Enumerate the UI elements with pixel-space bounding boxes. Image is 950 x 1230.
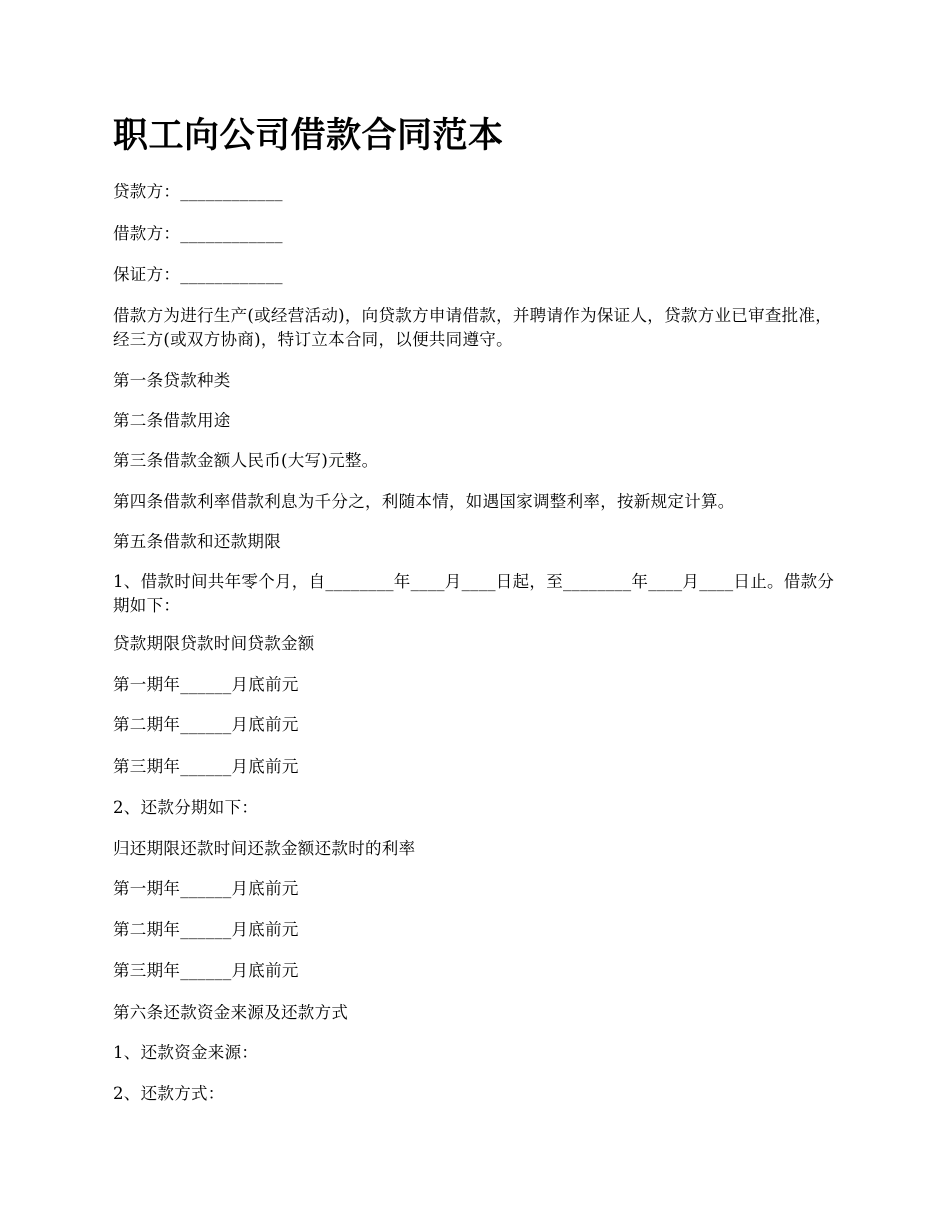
article-2-heading: 第二条借款用途 [113, 411, 231, 430]
repayment-schedule-row: 第一期年______月底前元 [113, 879, 299, 898]
repayment-method-line: 2、还款方式： [113, 1084, 225, 1103]
repayment-schedule-row: 第三期年______月底前元 [113, 961, 299, 980]
article-1-heading: 第一条贷款种类 [113, 371, 231, 390]
article-3-paragraph: 第三条借款金额人民币(大写)元整。 [113, 451, 379, 470]
guarantor-line: 保证方：____________ [113, 265, 283, 284]
repayment-heading: 2、还款分期如下： [113, 798, 259, 817]
lender-line: 贷款方：____________ [113, 182, 283, 201]
repayment-schedule-row: 第二期年______月底前元 [113, 920, 299, 939]
borrower-line: 借款方：____________ [113, 224, 283, 243]
loan-period-paragraph: 1、借款时间共年零个月，自________年____月____日起，至________年____月____日止。借款分期如下： [113, 572, 835, 615]
repayment-source-line: 1、还款资金来源： [113, 1043, 259, 1062]
article-6-heading: 第六条还款资金来源及还款方式 [113, 1003, 349, 1022]
loan-schedule-row: 第二期年______月底前元 [113, 715, 299, 734]
document-title: 职工向公司借款合同范本 [113, 116, 504, 156]
article-4-paragraph: 第四条借款利率借款利息为千分之，利随本情，如遇国家调整利率，按新规定计算。 [113, 492, 735, 511]
loan-schedule-row: 第一期年______月底前元 [113, 675, 299, 694]
loan-schedule-header: 贷款期限贷款时间贷款金额 [113, 634, 315, 653]
repayment-schedule-header: 归还期限还款时间还款金额还款时的利率 [113, 839, 416, 858]
loan-schedule-row: 第三期年______月底前元 [113, 757, 299, 776]
article-5-heading: 第五条借款和还款期限 [113, 532, 281, 551]
preamble-paragraph: 借款方为进行生产(或经营活动)，向贷款方申请借款，并聘请作为保证人，贷款方业已审查批准，经三方(或双方协商)，特订立本合同，以便共同遵守。 [113, 306, 833, 349]
